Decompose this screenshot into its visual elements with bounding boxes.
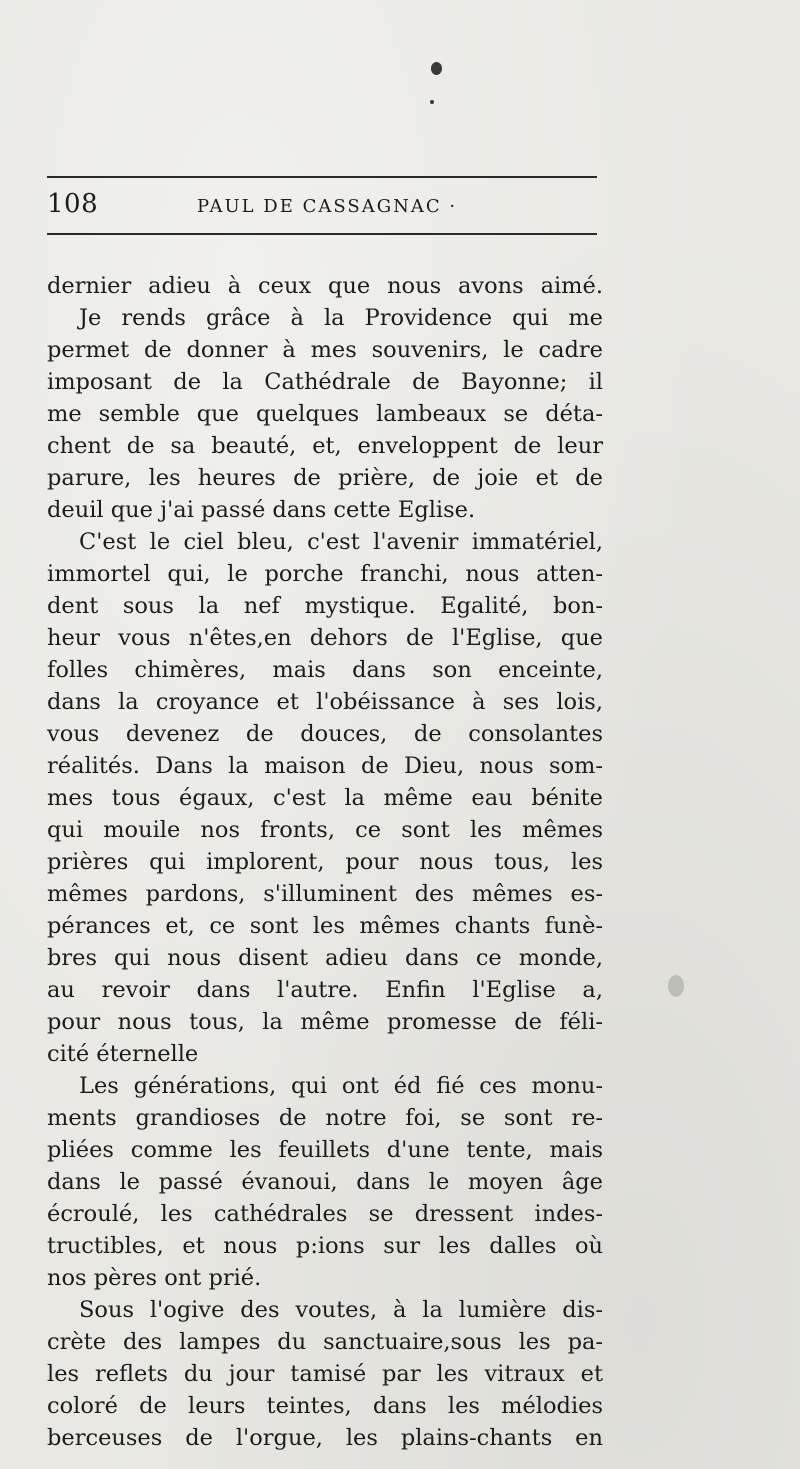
ink-spot (431, 62, 442, 75)
text-line: qui mouile nos fronts, ce sont les mêmes (47, 817, 603, 843)
text-line: les reflets du jour tamisé par les vitraux et (47, 1361, 603, 1387)
page-header (47, 186, 597, 226)
text-line: cité éternelle (47, 1041, 199, 1067)
text-line: bres qui nous disent adieu dans ce monde, (47, 945, 603, 971)
text-line: mes tous égaux, c'est la même eau bénite (47, 785, 603, 811)
header-rule-top (47, 176, 597, 178)
text-line: imposant de la Cathédrale de Bayonne; il (47, 369, 603, 395)
text-line: mêmes pardons, s'illuminent des mêmes es- (47, 881, 603, 907)
running-head: PAUL DE CASSAGNAC · (197, 196, 458, 217)
text-line: crète des lampes du sanctuaire,sous les pa- (47, 1329, 603, 1355)
ink-spot (430, 100, 434, 104)
text-line: berceuses de l'orgue, les plains-chants en (47, 1425, 603, 1451)
text-line: deuil que j'ai passé dans cette Eglise. (47, 497, 476, 523)
text-line: ments grandioses de notre foi, se sont re- (47, 1105, 603, 1131)
text-line: heur vous n'êtes,en dehors de l'Eglise, que (47, 625, 603, 651)
text-line: pliées comme les feuillets d'une tente, mais (47, 1137, 603, 1163)
text-line: dent sous la nef mystique. Egalité, bon- (47, 593, 603, 619)
text-line: au revoir dans l'autre. Enfin l'Eglise a, (47, 977, 603, 1003)
text-line: vous devenez de douces, de consolantes (47, 721, 603, 747)
text-line: dans la croyance et l'obéissance à ses lois, (47, 689, 603, 715)
page-number: 108 (47, 189, 99, 219)
text-line: folles chimères, mais dans son enceinte, (47, 657, 603, 683)
text-line: réalités. Dans la maison de Dieu, nous som- (47, 753, 603, 779)
header-rule-bottom (47, 233, 597, 235)
text-line: immortel qui, le porche franchi, nous atten- (47, 561, 603, 587)
text-line: Les générations, qui ont éd fié ces monu- (79, 1073, 603, 1099)
text-line: C'est le ciel bleu, c'est l'avenir immatériel, (79, 529, 603, 555)
text-line: permet de donner à mes souvenirs, le cadre (47, 337, 603, 363)
text-line: tructibles, et nous p:ions sur les dalles où (47, 1233, 603, 1259)
text-line: dans le passé évanoui, dans le moyen âge (47, 1169, 603, 1195)
text-line: me semble que quelques lambeaux se déta- (47, 401, 603, 427)
text-line: pérances et, ce sont les mêmes chants funè- (47, 913, 603, 939)
text-line: Sous l'ogive des voutes, à la lumière dis- (79, 1297, 603, 1323)
text-line: dernier adieu à ceux que nous avons aimé. (47, 273, 603, 299)
paper-stain (668, 975, 684, 997)
text-line: parure, les heures de prière, de joie et de (47, 465, 603, 491)
text-line: prières qui implorent, pour nous tous, les (47, 849, 603, 875)
text-line: nos pères ont prié. (47, 1265, 262, 1291)
text-line: coloré de leurs teintes, dans les mélodies (47, 1393, 603, 1419)
text-line: Je rends grâce à la Providence qui me (79, 305, 603, 331)
text-line: écroulé, les cathédrales se dressent indes- (47, 1201, 603, 1227)
body-text (47, 270, 603, 1454)
text-line: pour nous tous, la même promesse de féli- (47, 1009, 603, 1035)
text-line: chent de sa beauté, et, enveloppent de leur (47, 433, 603, 459)
